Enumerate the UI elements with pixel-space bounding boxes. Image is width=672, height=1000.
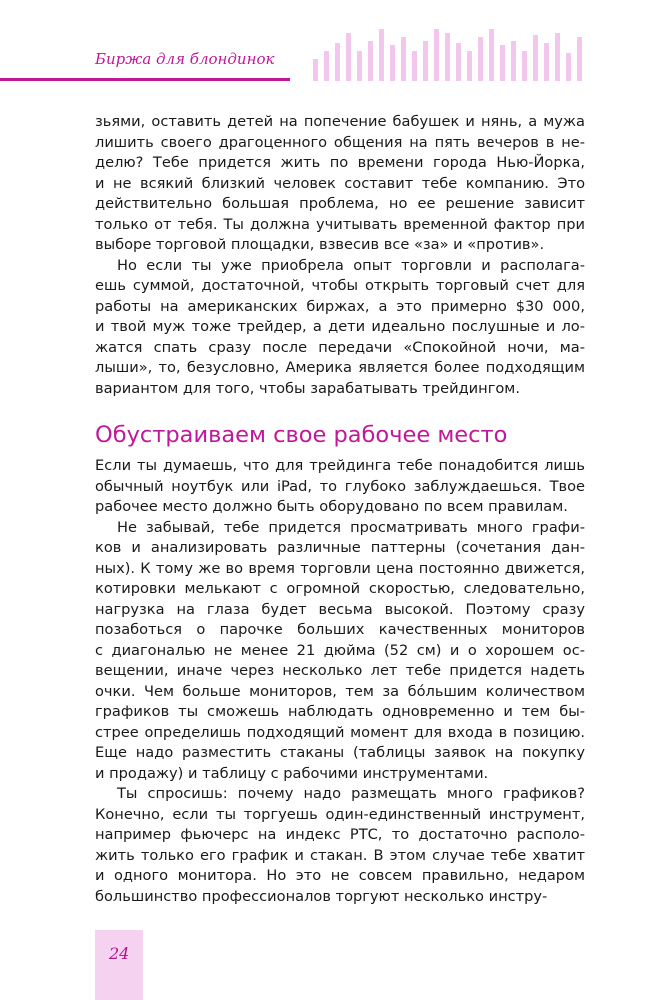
text-line: очки. Чем больше мониторов, тем за бо́льшим количеством (95, 682, 585, 700)
text-line: ных). К тому же во время торговли цена постоянно движется, (95, 559, 585, 577)
decorative-bar (324, 51, 329, 81)
text-line: выборе торговой площадки, взвесив все «за» и «против». (95, 236, 545, 253)
paragraph (95, 784, 585, 907)
decorative-bar (555, 33, 560, 81)
page-body (95, 112, 585, 907)
text-line: действительно большая проблема, но ее решение зависит (95, 195, 585, 212)
text-line: только от тебя. Ты должна учитывать временной фактор при (95, 215, 585, 233)
decorative-bar (368, 41, 373, 81)
decorative-bar (357, 51, 362, 81)
text-line: ешь суммой, достаточной, чтобы открыть торговый счет для (95, 277, 585, 294)
page-number-box (95, 930, 143, 1000)
decorative-bar (456, 43, 461, 81)
decorative-bar (500, 45, 505, 81)
paragraph (95, 112, 585, 256)
book-title: Биржа для блондинок (95, 50, 275, 68)
text-line: лыши», то, безусловно, Америка является более подходящим (95, 359, 585, 376)
text-line: с диагональю не менее 21 дюйма (52 см) и о хорошем ос- (95, 641, 585, 659)
text-line: большинство профессионалов торгуют несколько инстру- (95, 887, 548, 905)
decorative-bar (445, 33, 450, 81)
text-line: и одного монитора. Но это не совсем правильно, недаром (95, 867, 585, 884)
decorative-bar (577, 37, 582, 81)
text-line: жатся спать сразу после передачи «Спокойной ночи, ма- (95, 338, 585, 356)
text-line: делю? Тебе придется жить по времени города Нью-Йорка, (95, 154, 585, 171)
decorative-bar (313, 59, 318, 81)
text-line: позаботься о парочке больших качественных мониторов (95, 621, 585, 638)
text-line: и продажу) и таблицу с рабочими инструментами. (95, 764, 489, 782)
decorative-bar (401, 37, 406, 81)
text-line: например фьючерс на индекс РТС, то достаточно располо- (95, 826, 585, 843)
decorative-bar (412, 51, 417, 81)
text-line: рабочее место должно быть оборудовано по всем правилам. (95, 498, 568, 515)
text-line: вариантом для того, чтобы зарабатывать трейдингом. (95, 379, 520, 397)
text-line: обычный ноутбук или iPad, то глубоко заблуждаешься. Твое (95, 477, 585, 495)
decorative-bar (335, 43, 340, 81)
decorative-bar (434, 29, 439, 81)
paragraph (95, 256, 585, 400)
decorative-bar (390, 45, 395, 81)
paragraph (95, 518, 585, 785)
decorative-bar (379, 29, 384, 81)
text-line: Еще надо разместить стаканы (таблицы заявок на покупку (95, 744, 585, 761)
text-line: работы на американских биржах, а это примерно $30 000, (95, 297, 585, 315)
text-line: Ты спросишь: почему надо размещать много графиков? (117, 785, 585, 802)
decorative-bar (566, 53, 571, 81)
text-line: Если ты думаешь, что для трейдинга тебе понадобится лишь (95, 457, 585, 474)
text-line: и твой муж тоже трейдер, а дети идеально послушные и ло- (95, 318, 585, 335)
text-line: нагрузка на глаза будет весьма высокой. Поэтому сразу (95, 600, 585, 618)
text-line: зьями, оставить детей на попечение бабушек и нянь, а мужа (95, 113, 585, 130)
decorative-bar (489, 29, 494, 81)
text-line: графиков ты сможешь наблюдать одновременно и тем бы- (95, 703, 585, 720)
text-line: жить только его график и стакан. В этом случае тебе хватит (95, 846, 585, 864)
decorative-bar (511, 41, 516, 81)
text-line: лишить своего драгоценного общения на пять вечеров в не- (95, 133, 585, 151)
decorative-bar (423, 41, 428, 81)
text-line: Но если ты уже приобрела опыт торговли и располага- (117, 256, 585, 274)
decorative-bar (522, 51, 527, 81)
decorative-bars (0, 0, 672, 100)
paragraph (95, 456, 585, 518)
text-line: стрее определишь подходящий момент для входа в позицию. (95, 723, 585, 741)
text-line: вещении, иначе через несколько лет тебе придется надеть (95, 662, 585, 679)
section-heading: Обустраиваем свое рабочее место (95, 422, 508, 448)
decorative-bar (467, 51, 472, 81)
decorative-bar (544, 43, 549, 81)
text-line: Конечно, если ты торгуешь один-единственный инструмент, (95, 805, 585, 823)
decorative-bar (346, 33, 351, 81)
decorative-bar (478, 37, 483, 81)
text-line: Не забывай, тебе придется просматривать много графи- (117, 518, 585, 536)
text-line: и не всякий близкий человек составит тебе компанию. Это (95, 174, 585, 192)
text-line: котировки мелькают с огромной скоростью, следовательно, (95, 580, 585, 597)
decorative-bar (533, 35, 538, 81)
text-line: ков и анализировать различные паттерны (сочетания дан- (95, 539, 585, 556)
page-number: 24 (109, 944, 130, 963)
